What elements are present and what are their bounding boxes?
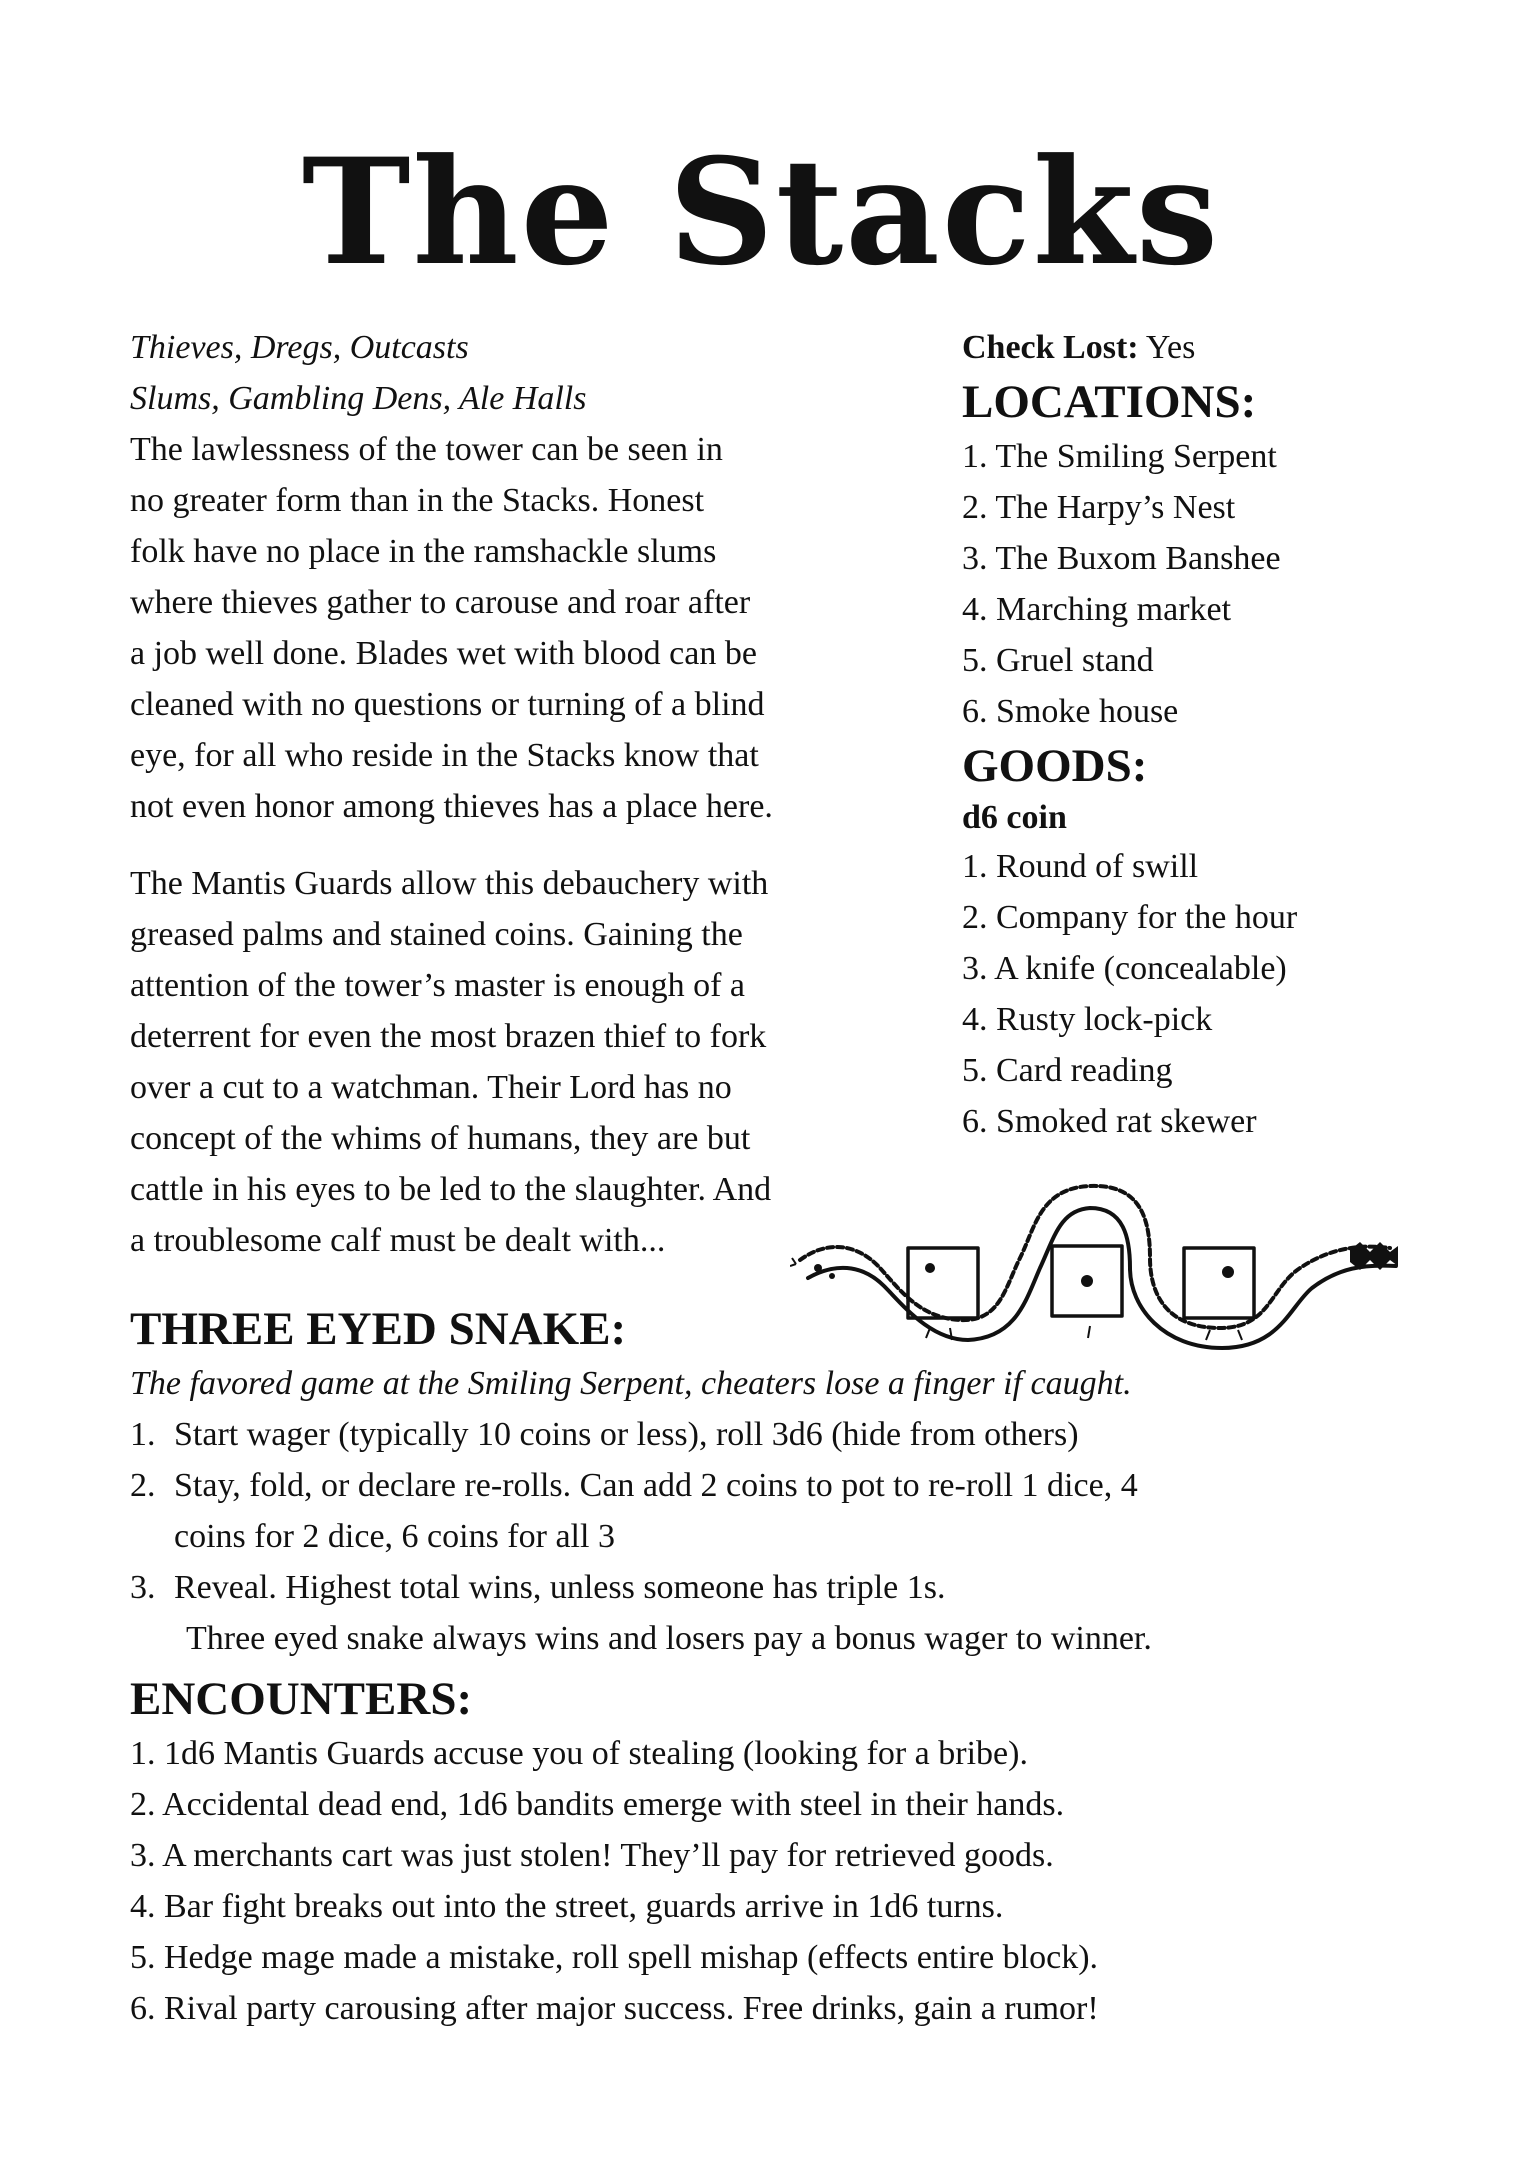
- list-item: 2. Company for the hour: [962, 899, 1298, 936]
- step-text: Stay, fold, or declare re-rolls. Can add 2 coins to pot to re-roll 1 dice, 4 coins for 2 dice, 6 coins for all 3: [174, 1467, 1138, 1555]
- list-item: 4. Rusty lock-pick: [962, 1001, 1213, 1038]
- list-item: 2. The Harpy’s Nest: [962, 489, 1236, 526]
- list-item: 3. A knife (concealable): [962, 950, 1287, 987]
- rules-section: [130, 1300, 1430, 2034]
- text-line: folk have no place in the ramshackle slums: [130, 533, 717, 570]
- text-line: over a cut to a watchman. Their Lord has no: [130, 1069, 732, 1106]
- text-line: greased palms and stained coins. Gaining the: [130, 916, 743, 953]
- text-line: cattle in his eyes to be led to the slaughter. And: [130, 1171, 772, 1208]
- snake-step: [130, 1562, 1430, 1664]
- list-item: 4. Marching market: [962, 591, 1232, 628]
- goods-heading: GOODS:: [962, 740, 1148, 792]
- text-line: deterrent for even the most brazen thief to fork: [130, 1018, 767, 1055]
- encounters-heading: ENCOUNTERS:: [130, 1673, 473, 1725]
- goods-list: [962, 841, 1462, 1147]
- tags-line-2: Slums, Gambling Dens, Ale Halls: [130, 380, 587, 417]
- list-item: 6. Rival party carousing after major success. Free drinks, gain a rumor!: [130, 1990, 1099, 2027]
- locations-list: [962, 431, 1462, 737]
- list-item: 4. Bar fight breaks out into the street, guards arrive in 1d6 turns.: [130, 1888, 1004, 1925]
- text-line: The lawlessness of the tower can be seen in: [130, 431, 723, 468]
- goods-subheading: d6 coin: [962, 799, 1067, 836]
- text-line: not even honor among thieves has a place here.: [130, 788, 773, 825]
- list-item: 1. The Smiling Serpent: [962, 438, 1277, 475]
- snake-step: [130, 1409, 1430, 1460]
- intro-paragraph-1: [130, 424, 960, 832]
- text-line: a job well done. Blades wet with blood can be: [130, 635, 757, 672]
- text-line: eye, for all who reside in the Stacks know that: [130, 737, 759, 774]
- list-item: 5. Hedge mage made a mistake, roll spell mishap (effects entire block).: [130, 1939, 1099, 1976]
- text-line: attention of the tower’s master is enough of a: [130, 967, 745, 1004]
- list-item: 1. 1d6 Mantis Guards accuse you of stealing (looking for a bribe).: [130, 1735, 1028, 1772]
- tags-line-1: Thieves, Dregs, Outcasts: [130, 329, 469, 366]
- list-item: 3. A merchants cart was just stolen! They’ll pay for retrieved goods.: [130, 1837, 1054, 1874]
- snake-step: [130, 1460, 1430, 1562]
- text-line: cleaned with no questions or turning of a blind: [130, 686, 765, 723]
- list-item: 6. Smoke house: [962, 693, 1179, 730]
- check-lost-label: Check Lost:: [962, 329, 1139, 366]
- step-text-main: Reveal. Highest total wins, unless someone has triple 1s.: [174, 1569, 946, 1606]
- encounters-list: [130, 1728, 1430, 2034]
- step-text: [174, 1562, 1430, 1664]
- list-item: 2. Accidental dead end, 1d6 bandits emerge with steel in their hands.: [130, 1786, 1065, 1823]
- list-item: 5. Gruel stand: [962, 642, 1154, 679]
- text-line: concept of the whims of humans, they are but: [130, 1120, 751, 1157]
- step-number: 3.: [130, 1569, 156, 1606]
- text-line: where thieves gather to carouse and roar after: [130, 584, 751, 621]
- check-lost-value: Yes: [1138, 329, 1196, 366]
- list-item: 1. Round of swill: [962, 848, 1199, 885]
- list-item: 6. Smoked rat skewer: [962, 1103, 1257, 1140]
- locations-heading: LOCATIONS:: [962, 376, 1257, 428]
- page-title: The Stacks: [301, 127, 1221, 298]
- text-line: a troublesome calf must be dealt with...: [130, 1222, 666, 1259]
- check-lost: [962, 322, 1462, 373]
- list-item: 3. The Buxom Banshee: [962, 540, 1281, 577]
- step-text-extra: Three eyed snake always wins and losers pay a bonus wager to winner.: [186, 1620, 1152, 1657]
- intro-column: [130, 322, 960, 1266]
- step-number: 2.: [130, 1467, 156, 1504]
- snake-game-heading: THREE EYED SNAKE:: [130, 1303, 627, 1355]
- text-line: The Mantis Guards allow this debauchery with: [130, 865, 769, 902]
- snake-game-tagline: The favored game at the Smiling Serpent, cheaters lose a finger if caught.: [130, 1365, 1132, 1402]
- sidebar-column: [962, 322, 1462, 1147]
- text-line: no greater form than in the Stacks. Honest: [130, 482, 705, 519]
- list-item: 5. Card reading: [962, 1052, 1173, 1089]
- step-text: Start wager (typically 10 coins or less), roll 3d6 (hide from others): [174, 1416, 1079, 1453]
- step-number: 1.: [130, 1416, 156, 1453]
